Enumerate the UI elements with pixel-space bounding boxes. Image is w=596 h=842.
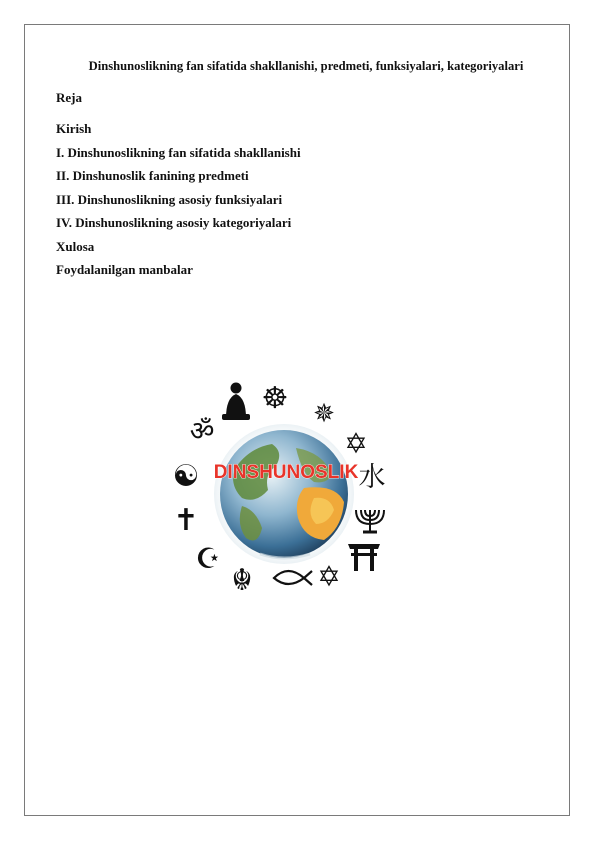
star-of-david-bottom-icon: ✡ [317,560,341,593]
crescent-star-icon: ☪ [195,542,221,575]
plan-list [56,121,301,286]
document-title: Dinshunoslikning fan sifatida shakllanishi, predmeti, funksiyalari, kategoriyalari [88,59,524,73]
yin-yang-icon: ☯ [172,459,200,494]
star-of-david-icon: ✡ [344,427,368,460]
religions-emblem-svg [164,378,412,600]
plan-item-references: Foydalanilgan manbalar [56,262,193,277]
globe-label: DINSHUNOSLIK [213,462,359,483]
plan-heading: Reja [56,90,82,105]
dharma-wheel-icon: ☸ [261,381,289,416]
plan-item-2: II. Dinshunoslik fanining predmeti [56,168,249,183]
cross-icon: ✝ [173,503,199,538]
bahai-star-icon: ✵ [313,399,335,429]
plan-item-introduction: Kirish [56,121,92,136]
plan-item-1: I. Dinshunoslikning fan sifatida shakllanishi [56,144,301,160]
khanda-icon: ☬ [231,563,253,598]
ichthys-icon [274,571,312,585]
shinto-water-icon: 水 [358,462,386,493]
plan-item-4: IV. Dinshunoslikning asosiy kategoriyalari [56,215,292,230]
torii-icon [348,544,380,571]
plan-item-conclusion: Xulosa [56,238,95,254]
menorah-icon [356,510,384,532]
om-icon: ॐ [189,416,215,447]
buddha-icon [222,383,250,421]
plan-item-3: III. Dinshunoslikning asosiy funksiyalari [56,191,283,207]
religions-emblem [164,378,412,600]
